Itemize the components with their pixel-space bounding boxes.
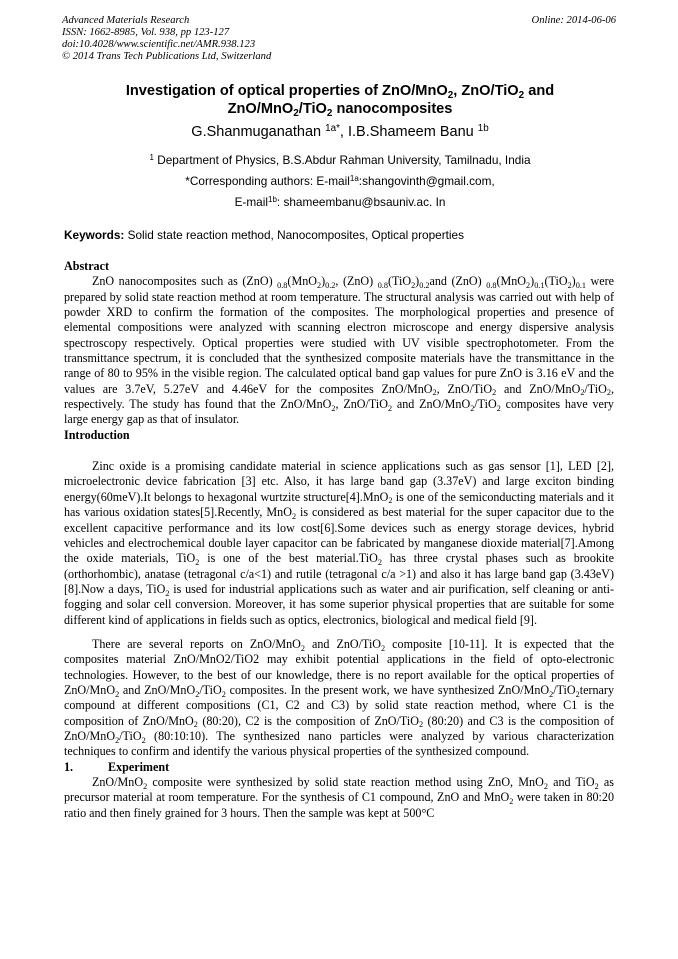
experiment-heading: [64, 760, 614, 775]
keywords-label: Keywords:: [64, 228, 125, 242]
introduction-paragraph-2: There are several reports on ZnO/MnO$_2$ and ZnO/TiO$_2$ composite [10-11]. It is expected that the composites material ZnO/MnO2/TiO2 may exhibit potential applications in the field of opto-electronic technologies. However, to the best of our knowledge, there is no report available for the optical properties of ZnO/MnO$_2$ and ZnO/MnO$_2$/TiO$_2$ composites. In the present work, we have synthesized ZnO/MnO$_2$/TiO$_2$ternary compound at different compositions (C1, C2 and C3) by solid state reaction method, where C1 is the composition of ZnO/MnO$_2$ (80:20), C2 is the composition of ZnO/TiO$_2$ (80:20) and C3 is the composition of ZnO/MnO$_2$/TiO$_2$ (80:10:10). The synthesized nano particles were analyzed by various characterization techniques to confirm and identify the various physical properties of the synthesized compound.: [64, 636, 614, 759]
affiliation-department: $^1$ Department of Physics, B.S.Abdur Rahman University, Tamilnadu, India: [149, 153, 531, 167]
author-list: G.Shanmuganathan $^{1a*}$, I.B.Shameem Banu $^{1b}$: [191, 123, 489, 140]
journal-header: [62, 15, 618, 63]
title-line-1: Investigation of optical properties of ZnO/MnO$_2$, ZnO/TiO$_2$ and: [125, 83, 555, 102]
experiment-paragraph: ZnO/MnO$_2$ composite were synthesized by solid state reaction method using ZnO, MnO$_2$ and TiO$_2$ as precursor material at room temperature. For the synthesis of C1 compound, ZnO and MnO$_2$ were taken in 80:20 ratio and then finely grained for 3 hours. Then the sample was kept at 500°C: [64, 775, 615, 820]
introduction-paragraph-1: Zinc oxide is a promising candidate material in science applications such as gas sensor [1], LED [2], microelectronic device fabrication [3] etc. Also, it has large band gap (3.37eV) and large exciton binding energy(60meV).It belongs to hexagonal wurtzite structure[4].MnO$_2$ is one of the semiconducting materials and it has various oxidation states[5].Recently, MnO$_2$ is considered as best material for the super capacitor due to the excellent capacitive performance and its low cost[6].Some devices such as energy storage devices, hybrid vehicles and electrochemical double layer capacitor can be fabricated by manganese dioxide material[7].Among the oxide materials, TiO$_2$ is one of the best material.TiO$_2$ has three crystal phases such as brookite (orthorhombic), anatase (tetragonal c/a<1) and rutile (tetragonal c/a >1) and also it has large band gap (3.43eV) [8].Now a days, TiO$_2$ is used for industrial applications such as water and air purification, self cleaning or anti-fogging and solar cell conversion. Moreover, it has some superior physical properties that are suitable for some different kind of applications in fields such as optics, electronics, biological and medical field [9].: [64, 459, 615, 627]
journal-copyright: © 2014 Trans Tech Publications Ltd, Switzerland: [62, 51, 272, 62]
abstract-paragraph: ZnO nanocomposites such as (ZnO) $_{0.8}(MnO_2)_{0.2}$, (ZnO) $_{0.8}(TiO_2)_{0.2}and$ (ZnO) $_{0.8}(MnO_2)_{0.1}(TiO_2)_{0.1}$ were prepared by solid state reaction method at room temperature. The structural analysis was carried out with help of powder XRD to confirm the formation of the composites. The morphological properties and presence of elemental compositions were analyzed with scanning electron microscope and energy dispersive analysis spectroscopy respectively. Optical properties were studied with UV visible spectrophotometer. From the transmittance spectrum, it is concluded that the synthesized composite materials have the transmittance in the range of 80 to 95% in the visible region. The calculated optical band gap values for pure ZnO is 3.16 eV and the values are 3.7eV, 5.27eV and 4.46eV for the composites ZnO/MnO$_2$, ZnO/TiO$_2$ and ZnO/MnO$_2$/TiO$_2$, respectively. The study has found that the ZnO/MnO$_2$, ZnO/TiO$_2$ and ZnO/MnO$_2$/TiO$_2$ composites have very large energy gap as that of insulator.: [64, 274, 614, 427]
journal-doi: doi:10.4028/www.scientific.net/AMR.938.123: [62, 39, 256, 50]
online-date: Online: 2014-06-06: [531, 15, 616, 26]
affiliations: [62, 150, 618, 213]
experiment-number: 1.: [64, 759, 74, 774]
experiment-title: Experiment: [108, 759, 170, 774]
paper-body: [64, 259, 614, 821]
journal-name: Advanced Materials Research: [62, 15, 190, 26]
keywords: [64, 228, 620, 242]
paper-title: [62, 82, 618, 118]
keywords-text: Solid state reaction method, Nanocomposites, Optical properties: [124, 228, 464, 242]
journal-issn: ISSN: 1662-8985, Vol. 938, pp 123-127: [62, 27, 230, 38]
corresponding-author-email: *Corresponding authors: E-mail$^{1a}$:shangovinth@gmail.com,: [185, 174, 495, 188]
title-line-2: ZnO/MnO$_2$/TiO$_2$ nanocomposites: [227, 101, 453, 120]
introduction-heading: Introduction: [64, 427, 130, 442]
abstract-heading: Abstract: [64, 259, 110, 273]
second-author-email: E-mail$^{1b}$: shameembanu@bsauniv.ac. In: [234, 195, 446, 209]
